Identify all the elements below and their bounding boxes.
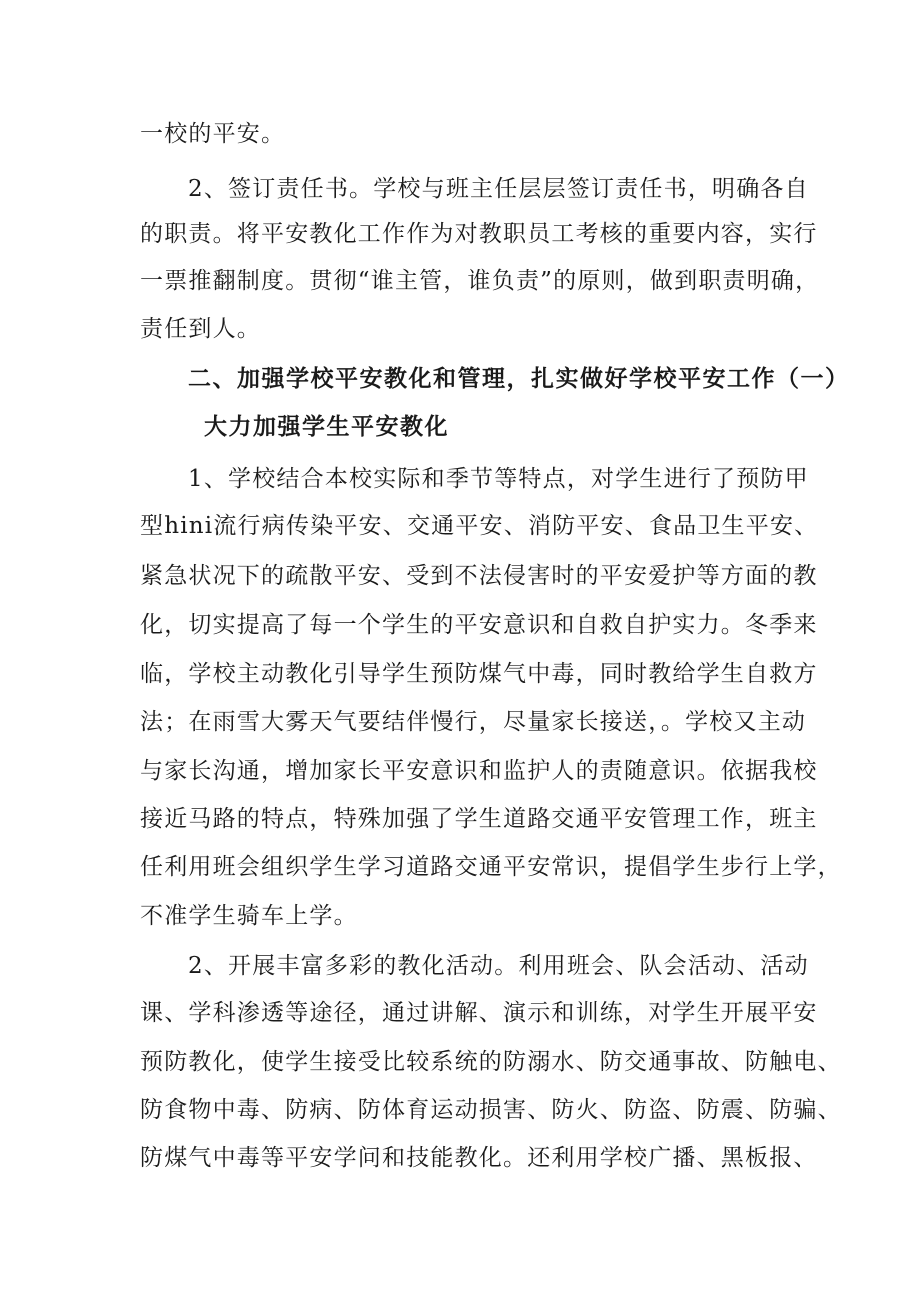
- text-line: 责任到人。: [140, 316, 261, 342]
- text-line: 防煤气中毒等平安学问和技能教化。还利用学校广播、黑板报、: [140, 1145, 818, 1171]
- text-line: 临，学校主动教化引导学生预防煤气中毒，同时教给学生自救方: [140, 661, 818, 687]
- text-line: 型hini流行病传染平安、交通平安、消防平安、食品卫生平安、: [140, 513, 819, 539]
- text-line: 法；在雨雪大雾天气要结伴慢行，尽量家长接送，。学校又主动: [140, 709, 807, 735]
- subsection-heading: 大力加强学生平安教化: [204, 414, 449, 440]
- text-line: 与家长沟通，增加家长平安意识和监护人的责随意识。依据我校: [140, 758, 818, 784]
- text-line: 不准学生骑车上学。: [140, 903, 358, 929]
- text-line: 一校的平安。: [140, 121, 286, 147]
- text-line: 1、学校结合本校实际和季节等特点，对学生进行了预防甲: [188, 466, 809, 492]
- text-line: 课、学科渗透等途径，通过讲解、演示和训练，对学生开展平安: [140, 1000, 818, 1026]
- text-line: 预防教化，使学生接受比较系统的防溺水、防交通事故、防触电、: [140, 1049, 842, 1075]
- text-line: 2、开展丰富多彩的教化活动。利用班会、队会活动、活动: [188, 953, 809, 979]
- text-line: 2、签订责任书。学校与班主任层层签订责任书，明确各自: [188, 176, 809, 202]
- text-line: 的职责。将平安教化工作作为对教职员工考核的重要内容，实行: [140, 221, 818, 247]
- text-line: 化，切实提高了每一个学生的平安意识和自救自护实力。冬季来: [140, 612, 818, 638]
- text-line: 一票推翻制度。贯彻“谁主管，谁负责”的原则，做到职责明确，: [140, 268, 820, 294]
- text-line: 接近马路的特点，特殊加强了学生道路交通平安管理工作，班主: [140, 806, 818, 832]
- text-line: 任利用班会组织学生学习道路交通平安常识，提倡学生步行上学，: [140, 854, 842, 880]
- section-heading: 二、加强学校平安教化和管理，扎实做好学校平安工作（一）: [188, 366, 850, 392]
- text-line: 防食物中毒、防病、防体育运动损害、防火、防盗、防震、防骗、: [140, 1097, 842, 1123]
- text-line: 紧急状况下的疏散平安、受到不法侵害时的平安爱护等方面的教: [140, 563, 818, 589]
